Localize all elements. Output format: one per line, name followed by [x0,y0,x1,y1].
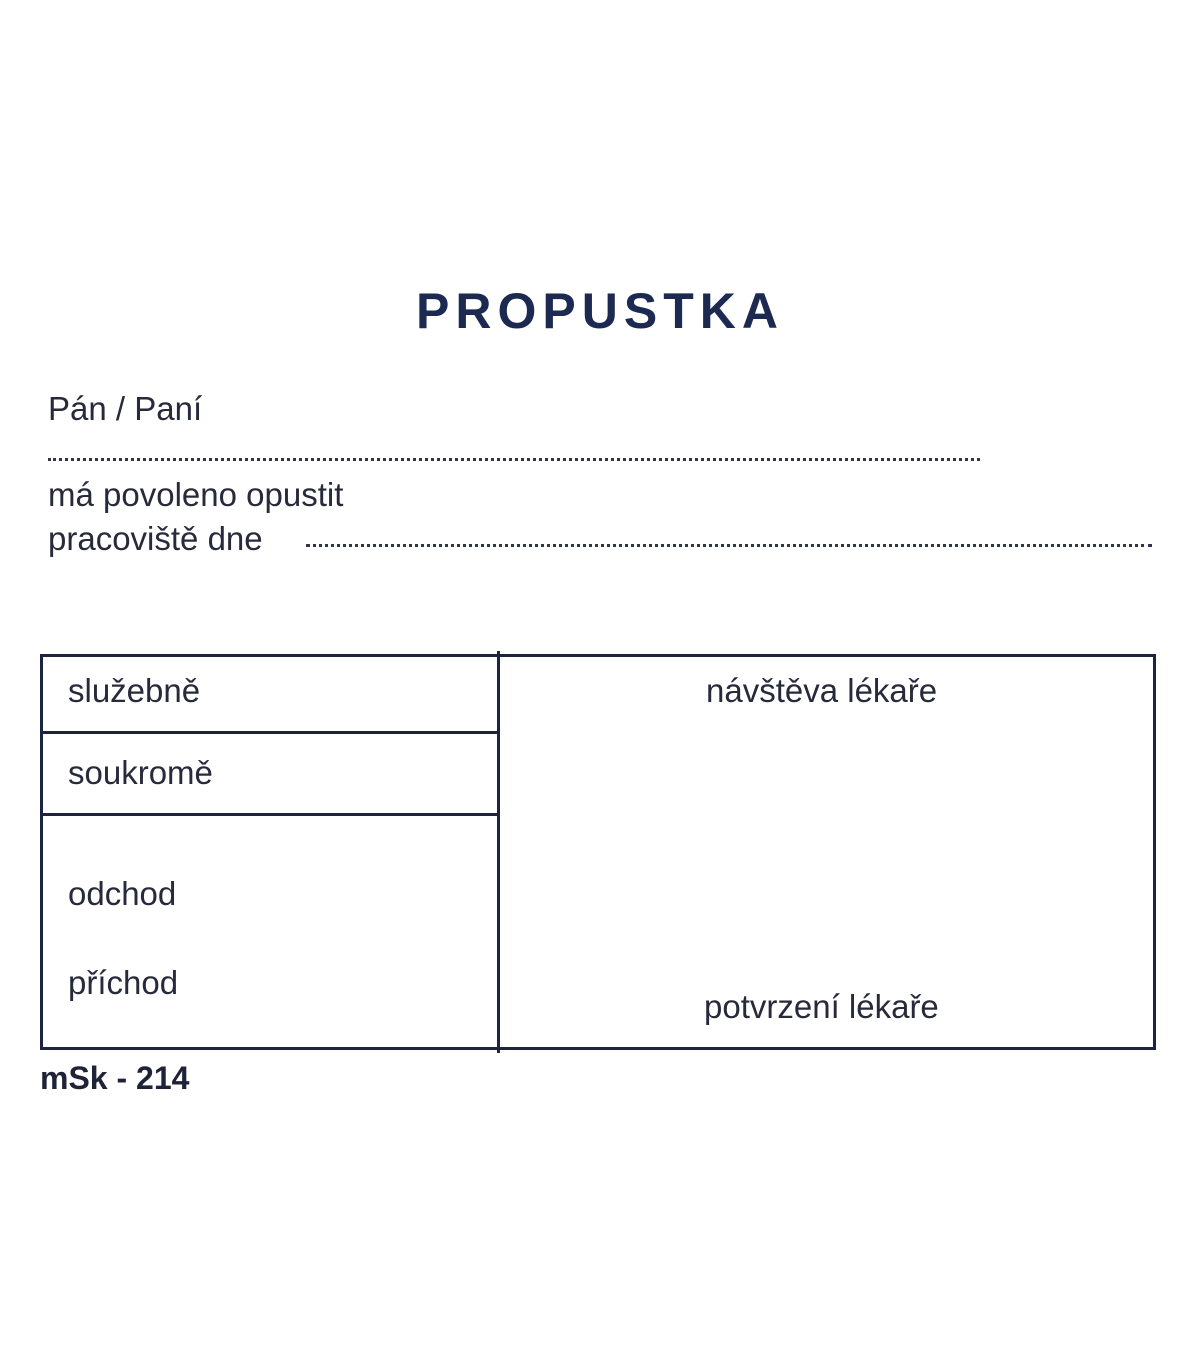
page-title: PROPUSTKA [416,283,784,339]
form-code: mSk - 214 [40,1060,190,1096]
permission-label-line1: má povoleno opustit [48,476,344,513]
date-field-line[interactable] [306,544,1152,547]
arrival-label: příchod [68,964,179,1001]
row-divider-1 [40,731,500,734]
name-field-line[interactable] [48,458,980,461]
column-divider [497,651,500,1053]
doctor-visit-label: návštěva lékaře [706,672,938,709]
row-divider-2 [40,813,500,816]
permission-label-line2: pracoviště dne [48,520,263,557]
name-label: Pán / Paní [48,390,203,427]
private-label: soukromě [68,754,213,791]
options-box [40,654,1156,1050]
departure-label: odchod [68,875,177,912]
official-label: služebně [68,672,201,709]
doctor-confirmation-label: potvrzení lékaře [704,988,939,1025]
